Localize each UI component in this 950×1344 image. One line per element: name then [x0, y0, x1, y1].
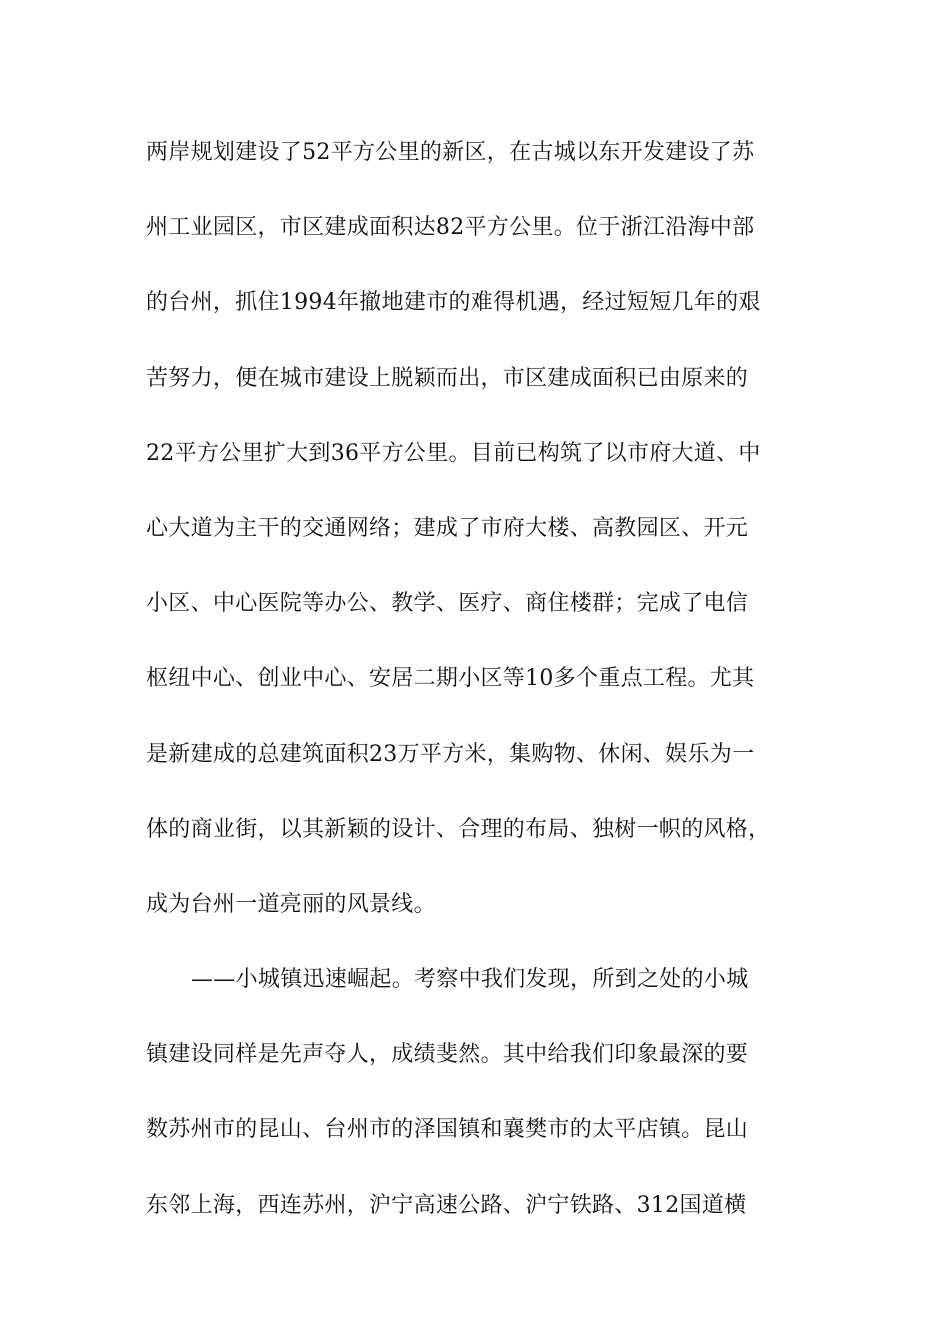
text-line: 是新建成的总建筑面积23万平方米，集购物、休闲、娱乐为一	[146, 741, 755, 767]
text-line: 镇建设同样是先声夺人，成绩斐然。其中给我们印象最深的要	[146, 1042, 749, 1068]
text-line: 州工业园区，市区建成面积达82平方公里。位于浙江沿海中部	[146, 215, 755, 241]
text-line: 苦努力，便在城市建设上脱颖而出，市区建成面积已由原来的	[146, 365, 749, 391]
text-line: 东邻上海，西连苏州，沪宁高速公路、沪宁铁路、312国道横	[146, 1192, 747, 1218]
text-line: 体的商业街，以其新颖的设计、合理的布局、独树一帜的风格，	[146, 816, 771, 842]
text-line: 22平方公里扩大到36平方公里。目前已构筑了以市府大道、中	[146, 440, 761, 466]
body-text	[146, 128, 846, 1256]
text-line: 枢纽中心、创业中心、安居二期小区等10多个重点工程。尤其	[146, 666, 755, 692]
text-line: 心大道为主干的交通网络；建成了市府大楼、高教园区、开元	[146, 515, 749, 541]
text-line: 小区、中心医院等办公、教学、医疗、商住楼群；完成了电信	[146, 591, 749, 617]
text-line: 的台州，抓住1994年撤地建市的难得机遇，经过短短几年的艰	[146, 290, 761, 316]
paragraph-start-line: ——小城镇迅速崛起。考察中我们发现，所到之处的小城	[191, 967, 749, 993]
text-line: 成为台州一道亮丽的风景线。	[146, 891, 436, 917]
text-line: 两岸规划建设了52平方公里的新区，在古城以东开发建设了苏	[146, 140, 755, 165]
text-line: 数苏州市的昆山、台州市的泽国镇和襄樊市的太平店镇。昆山	[146, 1117, 749, 1143]
